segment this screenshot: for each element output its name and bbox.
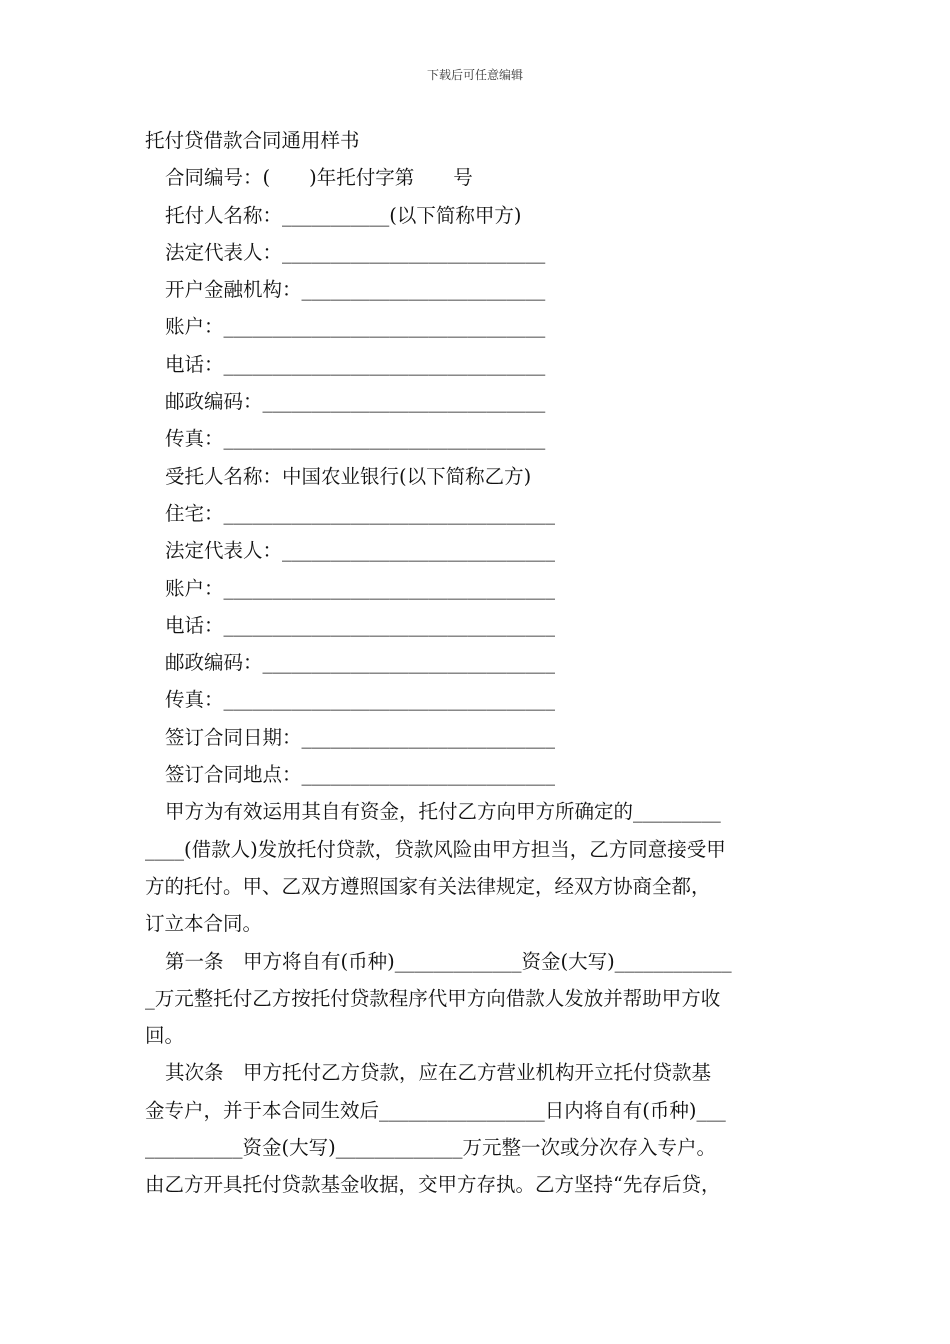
paragraph-line: 其次条 甲方托付乙方贷款，应在乙方营业机构开立托付贷款基 bbox=[165, 1061, 712, 1085]
paragraph-line: 由乙方开具托付贷款基金收据，交甲方存执。乙方坚持“先存后贷， bbox=[145, 1173, 721, 1197]
paragraph-line: 回。 bbox=[145, 1024, 185, 1048]
page-header: 下载后可任意编辑 bbox=[426, 68, 523, 82]
field-line: 账户：_________________________________ bbox=[165, 315, 546, 339]
paragraph-line: _万元整托付乙方按托付贷款程序代甲方向借款人发放并帮助甲方收 bbox=[145, 986, 721, 1010]
contract-fields bbox=[145, 159, 810, 793]
field-line: 开户金融机构：_________________________ bbox=[165, 278, 546, 302]
field-line: 电话：_________________________________ bbox=[165, 352, 546, 376]
paragraph-line: 订立本合同。 bbox=[145, 912, 263, 936]
field-line: 受托人名称：中国农业银行(以下简称乙方) bbox=[165, 464, 532, 488]
field-line: 邮政编码：______________________________ bbox=[165, 651, 556, 675]
paragraph-line: 方的托付。甲、乙双方遵照国家有关法律规定，经双方协商全都， bbox=[145, 874, 711, 898]
clause-paragraph bbox=[145, 943, 810, 1055]
field-line: 托付人名称：___________(以下简称甲方) bbox=[165, 203, 522, 227]
contract-clauses bbox=[145, 793, 810, 1203]
field-line: 电话：__________________________________ bbox=[165, 613, 556, 637]
field-line: 邮政编码：_____________________________ bbox=[165, 390, 546, 414]
field-line: 传真：_________________________________ bbox=[165, 427, 546, 451]
paragraph-line: 金专户，并于本合同生效后_________________日内将自有(币种)___ bbox=[145, 1098, 726, 1122]
paragraph-line: 甲方为有效运用其自有资金，托付乙方向甲方所确定的_________ bbox=[165, 800, 721, 824]
clause-paragraph bbox=[145, 1054, 810, 1203]
field-line: 账户：__________________________________ bbox=[165, 576, 556, 600]
paragraph-line: 第一条 甲方将自有(币种)_____________资金(大写)____________ bbox=[165, 949, 732, 973]
paragraph-line: __________资金(大写)_____________万元整一次或分次存入专户。 bbox=[145, 1136, 716, 1160]
field-line: 签订合同日期：__________________________ bbox=[165, 725, 556, 749]
field-line: 传真：__________________________________ bbox=[165, 688, 556, 712]
field-line: 法定代表人：____________________________ bbox=[165, 539, 556, 563]
field-line: 住宅：__________________________________ bbox=[165, 501, 556, 525]
field-line: 签订合同地点：__________________________ bbox=[165, 763, 556, 787]
document-body bbox=[145, 122, 810, 1204]
document-title: 托付贷借款合同通用样书 bbox=[145, 129, 360, 152]
field-line: 合同编号：( )年托付字第 号 bbox=[165, 166, 473, 190]
clause-paragraph bbox=[145, 793, 810, 942]
field-line: 法定代表人：___________________________ bbox=[165, 240, 546, 264]
paragraph-line: ____(借款人)发放托付贷款，贷款风险由甲方担当，乙方同意接受甲 bbox=[145, 837, 726, 861]
